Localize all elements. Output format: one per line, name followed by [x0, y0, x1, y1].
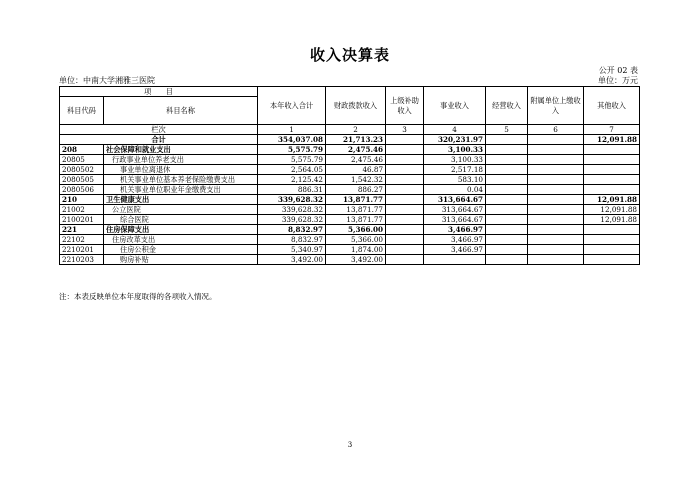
- cell-other: [584, 245, 640, 255]
- cell-total: 339,628.32: [258, 195, 326, 205]
- cell-business: 0.04: [424, 185, 486, 195]
- table-body: [60, 125, 640, 265]
- header-other: 其他收入: [584, 87, 640, 125]
- cell-operating: [486, 195, 528, 205]
- cell-total: 339,628.32: [258, 215, 326, 225]
- cell-affiliated: [528, 185, 584, 195]
- cell-code: 2080502: [60, 165, 104, 175]
- cell-upper: [386, 185, 424, 195]
- cell-total: 2,564.05: [258, 165, 326, 175]
- cell-total: 5,575.79: [258, 145, 326, 155]
- index-cell: 2: [326, 125, 386, 135]
- cell-operating: [486, 255, 528, 265]
- cell-operating: [486, 205, 528, 215]
- cell-code: 210: [60, 195, 104, 205]
- header-affiliated: 附属单位上缴收入: [528, 87, 584, 125]
- cell-upper: [386, 225, 424, 235]
- page-title: 收入决算表: [309, 46, 390, 64]
- total-cell: [386, 135, 424, 145]
- cell-name: 卫生健康支出: [104, 195, 258, 205]
- cell-affiliated: [528, 245, 584, 255]
- cell-affiliated: [528, 195, 584, 205]
- table-row: [60, 225, 640, 235]
- cell-fiscal: 46.87: [326, 165, 386, 175]
- total-cell: [486, 135, 528, 145]
- table-row: [60, 175, 640, 185]
- cell-fiscal: 2,475.46: [326, 155, 386, 165]
- cell-fiscal: 5,366.00: [326, 235, 386, 245]
- cell-business: 3,100.33: [424, 145, 486, 155]
- cell-other: 12,091.88: [584, 215, 640, 225]
- cell-fiscal: 13,871.77: [326, 205, 386, 215]
- table-row: [60, 195, 640, 205]
- cell-operating: [486, 225, 528, 235]
- cell-upper: [386, 145, 424, 155]
- cell-operating: [486, 235, 528, 245]
- cell-code: 2210201: [60, 245, 104, 255]
- total-label: 合计: [60, 135, 258, 145]
- cell-other: [584, 185, 640, 195]
- cell-operating: [486, 245, 528, 255]
- cell-affiliated: [528, 215, 584, 225]
- index-cell: 7: [584, 125, 640, 135]
- total-cell: 354,037.08: [258, 135, 326, 145]
- cell-business: 3,100.33: [424, 155, 486, 165]
- table-row: [60, 165, 640, 175]
- cell-affiliated: [528, 155, 584, 165]
- header-fiscal: 财政拨款收入: [326, 87, 386, 125]
- header-business: 事业收入: [424, 87, 486, 125]
- cell-fiscal: 13,871.77: [326, 195, 386, 205]
- cell-fiscal: 5,366.00: [326, 225, 386, 235]
- cell-affiliated: [528, 235, 584, 245]
- cell-total: 2,125.42: [258, 175, 326, 185]
- cell-fiscal: 1,874.00: [326, 245, 386, 255]
- cell-total: 5,575.79: [258, 155, 326, 165]
- cell-total: 886.31: [258, 185, 326, 195]
- cell-other: [584, 175, 640, 185]
- page-number: 3: [347, 441, 353, 449]
- cell-total: 3,492.00: [258, 255, 326, 265]
- table-row: [60, 255, 640, 265]
- table-note: 注：本表反映单位本年度取得的各项收入情况。: [59, 292, 217, 301]
- cell-code: 2100201: [60, 215, 104, 225]
- cell-other: 12,091.88: [584, 195, 640, 205]
- cell-affiliated: [528, 165, 584, 175]
- cell-code: 21002: [60, 205, 104, 215]
- header-upper: 上级补助收入: [386, 87, 424, 125]
- cell-business: 3,466.97: [424, 225, 486, 235]
- cell-fiscal: 2,475.46: [326, 145, 386, 155]
- header-code: 科目代码: [60, 97, 104, 125]
- cell-fiscal: 886.27: [326, 185, 386, 195]
- cell-business: 2,517.18: [424, 165, 486, 175]
- cell-upper: [386, 245, 424, 255]
- cell-name: 综合医院: [104, 215, 258, 225]
- cell-other: 12,091.88: [584, 205, 640, 215]
- cell-code: 221: [60, 225, 104, 235]
- cell-upper: [386, 195, 424, 205]
- cell-upper: [386, 165, 424, 175]
- cell-upper: [386, 155, 424, 165]
- cell-name: 机关事业单位职业年金缴费支出: [104, 185, 258, 195]
- cell-code: 2080505: [60, 175, 104, 185]
- cell-code: 22102: [60, 235, 104, 245]
- cell-other: [584, 155, 640, 165]
- cell-business: 3,466.97: [424, 245, 486, 255]
- cell-fiscal: 13,871.77: [326, 215, 386, 225]
- cell-name: 社会保障和就业支出: [104, 145, 258, 155]
- cell-operating: [486, 185, 528, 195]
- cell-business: 313,664.67: [424, 205, 486, 215]
- cell-operating: [486, 155, 528, 165]
- cell-name: 住房改革支出: [104, 235, 258, 245]
- cell-operating: [486, 145, 528, 155]
- cell-upper: [386, 205, 424, 215]
- cell-fiscal: 3,492.00: [326, 255, 386, 265]
- index-cell: 5: [486, 125, 528, 135]
- cell-operating: [486, 215, 528, 225]
- cell-other: [584, 255, 640, 265]
- cell-other: [584, 225, 640, 235]
- table-row: [60, 205, 640, 215]
- cell-total: 8,832.97: [258, 225, 326, 235]
- index-row: [60, 125, 640, 135]
- cell-operating: [486, 165, 528, 175]
- cell-affiliated: [528, 225, 584, 235]
- total-row: [60, 135, 640, 145]
- cell-code: 2210203: [60, 255, 104, 265]
- header-total: 本年收入合计: [258, 87, 326, 125]
- index-cell: 3: [386, 125, 424, 135]
- cell-name: 购房补贴: [104, 255, 258, 265]
- index-cell: 4: [424, 125, 486, 135]
- index-cell: 6: [528, 125, 584, 135]
- header-operating: 经营收入: [486, 87, 528, 125]
- header-name: 科目名称: [104, 97, 258, 125]
- cell-business: 583.10: [424, 175, 486, 185]
- cell-affiliated: [528, 145, 584, 155]
- cell-code: 2080506: [60, 185, 104, 195]
- cell-upper: [386, 215, 424, 225]
- header-item: 项 目: [60, 87, 258, 97]
- currency-unit: 单位：万元: [598, 76, 638, 85]
- table-row: [60, 235, 640, 245]
- table-row: [60, 245, 640, 255]
- total-cell: 320,231.97: [424, 135, 486, 145]
- cell-operating: [486, 175, 528, 185]
- cell-total: 5,340.97: [258, 245, 326, 255]
- cell-name: 事业单位离退休: [104, 165, 258, 175]
- cell-business: [424, 255, 486, 265]
- cell-code: 208: [60, 145, 104, 155]
- cell-upper: [386, 255, 424, 265]
- cell-business: 313,664.67: [424, 195, 486, 205]
- income-table: [59, 86, 640, 265]
- cell-upper: [386, 235, 424, 245]
- cell-affiliated: [528, 205, 584, 215]
- cell-code: 20805: [60, 155, 104, 165]
- index-label: 栏次: [60, 125, 258, 135]
- cell-affiliated: [528, 175, 584, 185]
- cell-name: 住房保障支出: [104, 225, 258, 235]
- document-number: 公开 02 表: [598, 66, 638, 75]
- table-row: [60, 155, 640, 165]
- cell-total: 8,832.97: [258, 235, 326, 245]
- cell-upper: [386, 175, 424, 185]
- cell-fiscal: 1,542.32: [326, 175, 386, 185]
- cell-name: 公立医院: [104, 205, 258, 215]
- cell-business: 313,664.67: [424, 215, 486, 225]
- cell-other: [584, 165, 640, 175]
- index-cell: 1: [258, 125, 326, 135]
- cell-other: [584, 145, 640, 155]
- total-cell: 21,713.23: [326, 135, 386, 145]
- cell-affiliated: [528, 255, 584, 265]
- total-cell: [528, 135, 584, 145]
- total-cell: 12,091.88: [584, 135, 640, 145]
- cell-name: 行政事业单位养老支出: [104, 155, 258, 165]
- cell-business: 3,466.97: [424, 235, 486, 245]
- table-row: [60, 215, 640, 225]
- reporting-unit: 单位：中南大学湘雅三医院: [59, 76, 155, 85]
- cell-total: 339,628.32: [258, 205, 326, 215]
- table-row: [60, 185, 640, 195]
- cell-other: [584, 235, 640, 245]
- table-row: [60, 145, 640, 155]
- cell-name: 住房公积金: [104, 245, 258, 255]
- cell-name: 机关事业单位基本养老保险缴费支出: [104, 175, 258, 185]
